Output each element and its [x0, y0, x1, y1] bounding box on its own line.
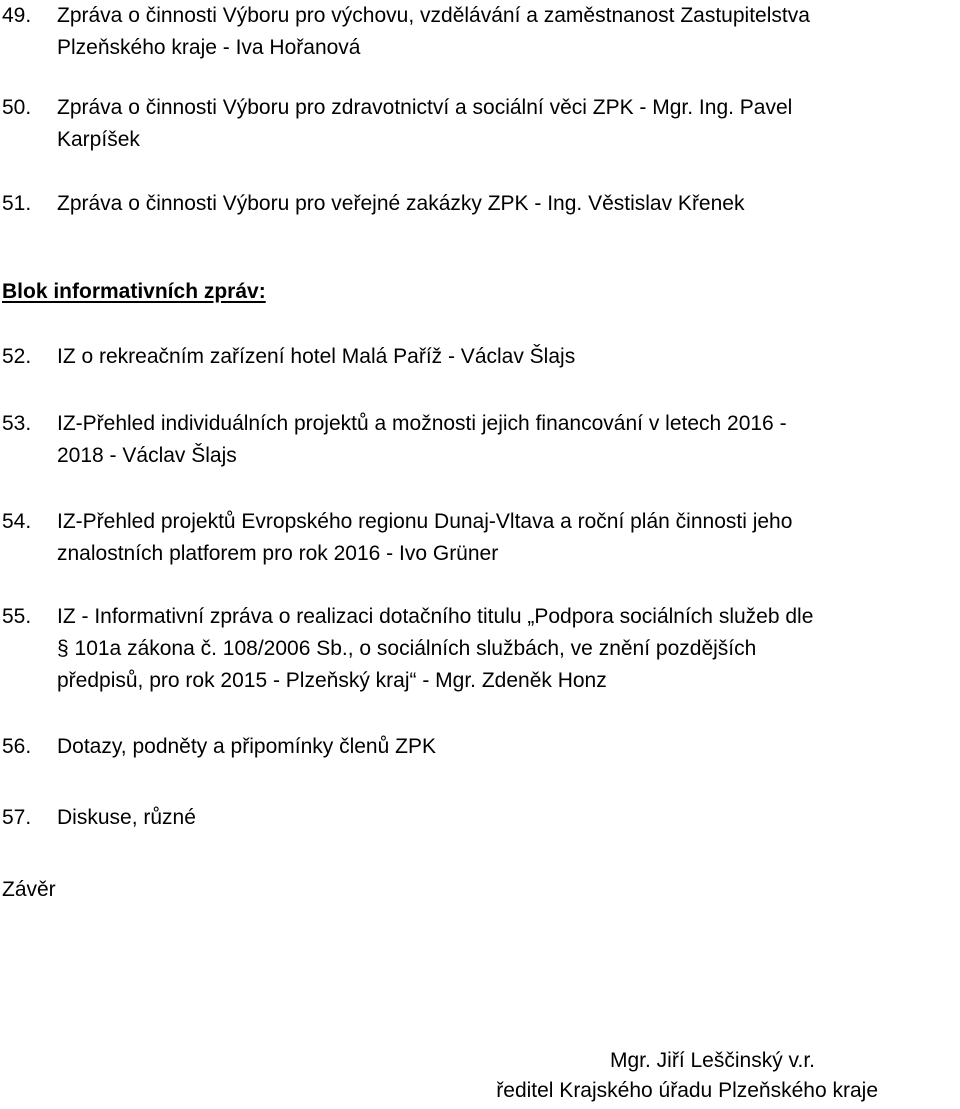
- item-text: [57, 731, 436, 763]
- item-text: [57, 408, 787, 472]
- item-number: 50.: [2, 96, 32, 119]
- item-line: znalostních platforem pro rok 2016 - Ivo Grüner: [57, 542, 499, 565]
- signatory-role: ředitel Krajského úřadu Plzeňského kraje: [496, 1079, 878, 1102]
- item-number: 52.: [2, 345, 32, 368]
- item-line: IZ-Přehled individuálních projektů a možnosti jejich financování v letech 2016 -: [57, 412, 787, 435]
- item-line: Zpráva o činnosti Výboru pro výchovu, vzdělávání a zaměstnanost Zastupitelstva: [57, 4, 810, 27]
- item-line: IZ-Přehled projektů Evropského regionu Dunaj-Vltava a roční plán činnosti jeho: [57, 510, 793, 533]
- signatory-name: Mgr. Jiří Leščinský v.r.: [610, 1049, 815, 1072]
- item-text: [57, 802, 196, 834]
- item-number: 55.: [2, 605, 32, 628]
- item-number: 56.: [2, 735, 32, 758]
- item-text: [57, 188, 744, 220]
- item-line: Plzeňského kraje - Iva Hořanová: [57, 36, 361, 59]
- item-number: 57.: [2, 806, 32, 829]
- item-number: 51.: [2, 192, 32, 215]
- item-line: Zpráva o činnosti Výboru pro zdravotnictví a sociální věci ZPK - Mgr. Ing. Pavel: [57, 96, 793, 119]
- item-number: 49.: [2, 4, 32, 27]
- section-heading: Blok informativních zpráv:: [2, 280, 266, 303]
- item-number: 53.: [2, 412, 32, 435]
- item-line: § 101a zákona č. 108/2006 Sb., o sociálních službách, ve znění pozdějších: [57, 637, 757, 660]
- item-line: IZ - Informativní zpráva o realizaci dotačního titulu „Podpora sociálních služeb dle: [57, 605, 814, 628]
- item-text: [57, 92, 792, 156]
- item-line: Zpráva o činnosti Výboru pro veřejné zakázky ZPK - Ing. Věstislav Křenek: [57, 192, 745, 215]
- item-line: Karpíšek: [57, 128, 140, 151]
- item-text: [57, 341, 575, 373]
- item-line: 2018 - Václav Šlajs: [57, 444, 237, 467]
- item-number: 54.: [2, 510, 32, 533]
- item-text: [57, 0, 810, 64]
- signature-block: [496, 1046, 878, 1106]
- item-line: IZ o rekreačním zařízení hotel Malá Paříž - Václav Šlajs: [57, 345, 576, 368]
- item-line: Dotazy, podněty a připomínky členů ZPK: [57, 735, 436, 758]
- conclusion-label: Závěr: [2, 878, 56, 901]
- item-line: Diskuse, různé: [57, 806, 196, 829]
- item-text: [57, 601, 813, 697]
- item-text: [57, 506, 792, 570]
- item-line: předpisů, pro rok 2015 - Plzeňský kraj“ - Mgr. Zdeněk Honz: [57, 669, 607, 692]
